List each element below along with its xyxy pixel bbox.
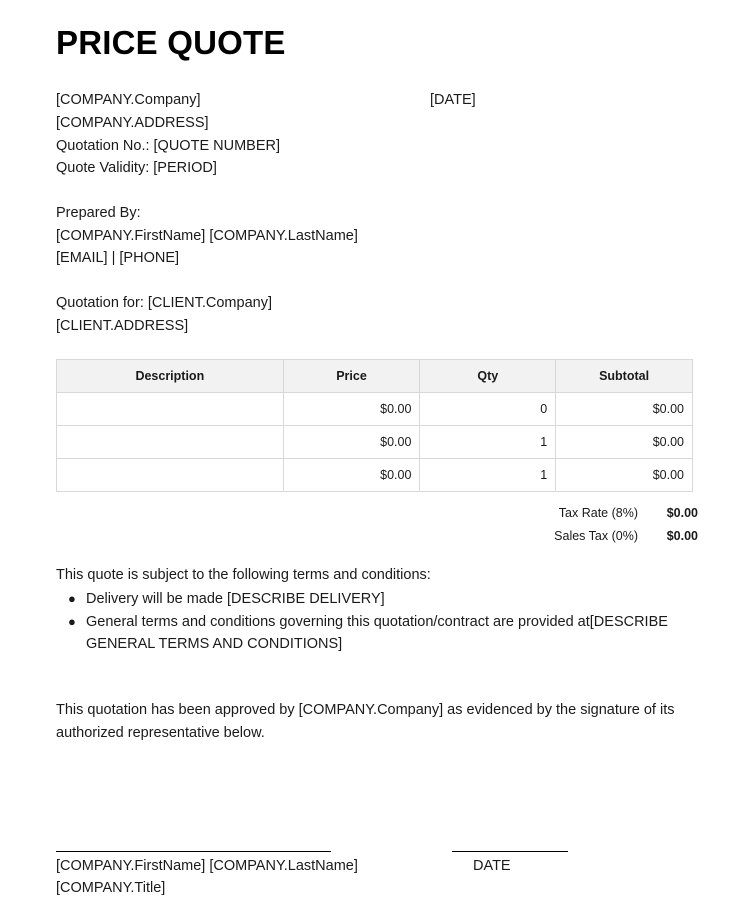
signer-title: [COMPANY.Title] — [56, 880, 166, 896]
cell-description — [57, 459, 284, 492]
header-subtotal: Subtotal — [556, 360, 693, 393]
list-item — [68, 588, 688, 611]
signer-name: [COMPANY.FirstName] [COMPANY.LastName] — [56, 858, 358, 874]
term-text: Delivery will be made [DESCRIBE DELIVERY] — [86, 591, 385, 607]
sales-tax-label: Sales Tax (0%) — [554, 529, 638, 543]
table-row — [57, 393, 693, 426]
approval-statement: This quotation has been approved by [COMPANY.Company] as evidenced by the signature of its authorized representative below. — [56, 702, 675, 741]
cell-qty: 0 — [420, 393, 556, 426]
cell-price: $0.00 — [283, 426, 420, 459]
quotation-number: Quotation No.: [QUOTE NUMBER] — [56, 138, 281, 154]
cell-price: $0.00 — [283, 393, 420, 426]
cell-price: $0.00 — [283, 459, 420, 492]
terms-intro: This quote is subject to the following terms and conditions: — [56, 567, 431, 583]
cell-description — [57, 393, 284, 426]
cell-subtotal: $0.00 — [556, 426, 693, 459]
tax-rate-label: Tax Rate (8%) — [558, 506, 638, 520]
cell-subtotal: $0.00 — [556, 459, 693, 492]
preparer-name: [COMPANY.FirstName] [COMPANY.LastName] — [56, 228, 358, 244]
prepared-by-label: Prepared By: — [56, 205, 141, 221]
preparer-contact: [EMAIL] | [PHONE] — [56, 250, 180, 266]
header-qty: Qty — [420, 360, 556, 393]
tax-rate-row — [498, 505, 698, 521]
cell-subtotal: $0.00 — [556, 393, 693, 426]
tax-rate-value: $0.00 — [666, 506, 698, 520]
table-row — [57, 459, 693, 492]
table-header-row — [57, 360, 693, 393]
list-item — [68, 611, 688, 656]
terms-list — [68, 588, 688, 656]
bullet-icon: ● — [68, 591, 76, 606]
quote-date: [DATE] — [430, 92, 476, 108]
company-address: [COMPANY.ADDRESS] — [56, 115, 209, 131]
table-row — [57, 426, 693, 459]
date-line — [452, 851, 568, 852]
header-description: Description — [57, 360, 284, 393]
term-text: General terms and conditions governing this quotation/contract are provided at[DESCRIBE GENERAL TERMS AND CONDITIONS] — [86, 613, 668, 652]
company-name: [COMPANY.Company] — [56, 92, 201, 108]
signature-date-label: DATE — [473, 858, 511, 874]
quote-validity: Quote Validity: [PERIOD] — [56, 160, 217, 176]
page-title: PRICE QUOTE — [56, 24, 286, 61]
totals-summary — [496, 503, 700, 546]
cell-qty: 1 — [420, 426, 556, 459]
cell-description — [57, 426, 284, 459]
sales-tax-value: $0.00 — [666, 529, 698, 543]
client-address: [CLIENT.ADDRESS] — [56, 318, 189, 334]
cell-qty: 1 — [420, 459, 556, 492]
bullet-icon: ● — [68, 613, 76, 629]
sales-tax-row — [498, 523, 698, 544]
header-price: Price — [283, 360, 420, 393]
client-company: Quotation for: [CLIENT.Company] — [56, 295, 272, 311]
line-items-table — [56, 359, 693, 492]
signature-line — [56, 851, 331, 852]
